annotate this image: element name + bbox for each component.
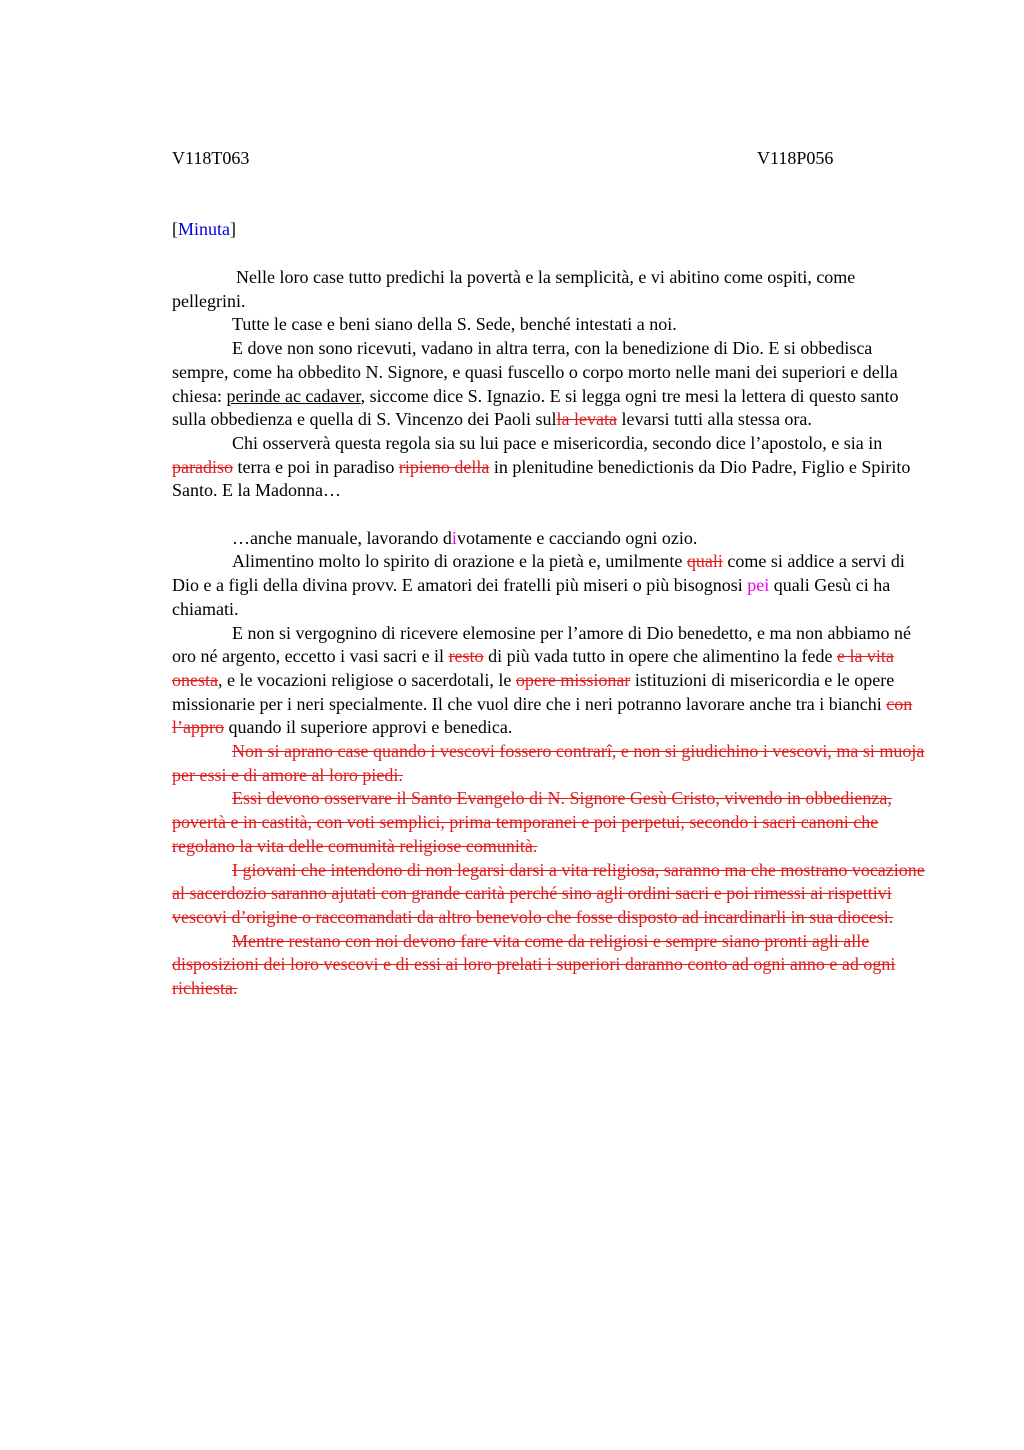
- deleted-text: ripieno della: [398, 456, 490, 477]
- bracket-close: ]: [230, 219, 236, 239]
- p7-text-b: di più vada tutto in opere che alimentino la fede: [483, 646, 837, 667]
- inserted-text: pei: [747, 575, 770, 596]
- p7-text-c: , e le vocazioni religiose o sacerdotali, le: [217, 669, 516, 690]
- deleted-paragraph-11: Mentre restano con noi devono fare vita come da religiosi e sempre siano pronti agli alle disposizioni dei loro vescovi e di essi ai loro prelati i superiori daranno conto ad ogni anno e ad ogni richiesta.: [172, 930, 896, 999]
- p3-text-c: levarsi tutti alla stessa ora.: [616, 409, 812, 430]
- p6-text-b: come si addice a servi di Dio e a figli della divina provv. E amatori dei fratelli più miseri o più bisognosi: [172, 551, 905, 596]
- paragraph-7: [172, 622, 926, 741]
- deleted-paragraph-10: I giovani che intendono di non legarsi darsi a vita religiosa, saranno ma che mostrano vocazione al sacerdozio saranno ajutati con grande carità perché sino agli ordini sacri e poi rimessi ai rispettivi vescovi d’origine o raccomandati da altro benevolo che fosse disposto ad incardinarli in sua diocesi.: [172, 859, 925, 927]
- p5-text-a: …anche manuale, lavorando d: [232, 527, 452, 548]
- inserted-text: i: [451, 527, 457, 548]
- deleted-paragraph-8: Non si aprano case quando i vescovi fossero contrarî, e non si giudichino i vescovi, ma si muoja per essi e di amore al loro piedi.: [172, 741, 925, 785]
- p3-text-b: , siccome dice S. Ignazio. E si legga ogni tre mesi la lettera di questo santo sulla obbedienza e quella di S. Vincenzo dei Paoli sul: [172, 385, 899, 430]
- underlined-phrase: perinde ac cadaver: [226, 385, 361, 406]
- deleted-text: opere missionar: [515, 669, 631, 690]
- bracket-open: [: [172, 219, 178, 239]
- p7-text-d: istituzioni di misericordia e le opere missionarie per i neri specialmente. Il che vuol dire che i neri potranno lavorare anche tra i bianchi: [172, 669, 895, 714]
- paragraph-5: [172, 527, 926, 551]
- document-body: [172, 266, 926, 1001]
- p4-text-c: in plenitudine benedictionis da Dio Padre, Figlio e Spirito Santo. E la Madonna…: [172, 456, 911, 501]
- deleted-text: quali: [686, 551, 723, 572]
- header-left-code: V118T063: [172, 148, 250, 168]
- p3-text-a: E dove non sono ricevuti, vadano in altra terra, con la benedizione di Dio. E si obbedisca sempre, come ha obbedito N. Signore, e quasi fuscello o corpo morto nelle mani dei superiori e della chiesa:: [172, 338, 898, 406]
- deleted-paragraph-9: Essi devono osservare il Santo Evangelo di N. Signore Gesù Cristo, vivendo in obbedienza, povertà e in castità, con voti semplici, prima temporanei e poi perpetui, secondo i sacri canoni che regolano la vita delle comunità religiose comunità.: [172, 788, 892, 856]
- p7-text-e: quando il superiore approvi e benedica.: [223, 717, 513, 738]
- section-label: [172, 218, 236, 240]
- deleted-text: e la vita onesta: [172, 646, 894, 690]
- deleted-text: con l’appro: [172, 693, 913, 738]
- p6-text-c: quali Gesù ci ha chiamati.: [172, 575, 891, 619]
- paragraph-4: [172, 432, 926, 503]
- deleted-text: resto: [448, 646, 484, 667]
- paragraph-2: Tutte le case e beni siano della S. Sede, benché intestati a noi.: [232, 314, 677, 335]
- p4-text-a: Chi osserverà questa regola sia su lui pace e misericordia, secondo dice l’apostolo, e sia in: [232, 432, 883, 453]
- header-right-code: V118P056: [757, 148, 834, 168]
- p5-text-b: votamente e cacciando ogni ozio.: [456, 527, 698, 548]
- p6-text-a: Alimentino molto lo spirito di orazione e la pietà e, umilmente: [232, 551, 687, 572]
- paragraph-3: [172, 337, 926, 432]
- paragraph-gap: [172, 503, 926, 527]
- section-label-text: Minuta: [178, 219, 230, 239]
- deleted-text: paradiso: [172, 456, 233, 477]
- p7-text-a: E non si vergognino di ricevere elemosine per l’amore di Dio benedetto, e ma non abbiamo né oro né argento, eccetto i vasi sacri e il: [172, 622, 911, 667]
- deleted-text: la levata: [556, 409, 617, 430]
- paragraph-6: [172, 550, 926, 621]
- p4-text-b: terra e poi in paradiso: [232, 456, 399, 477]
- paragraph-1: Nelle loro case tutto predichi la povertà e la semplicità, e vi abitino come ospiti, come pellegrini.: [172, 267, 856, 311]
